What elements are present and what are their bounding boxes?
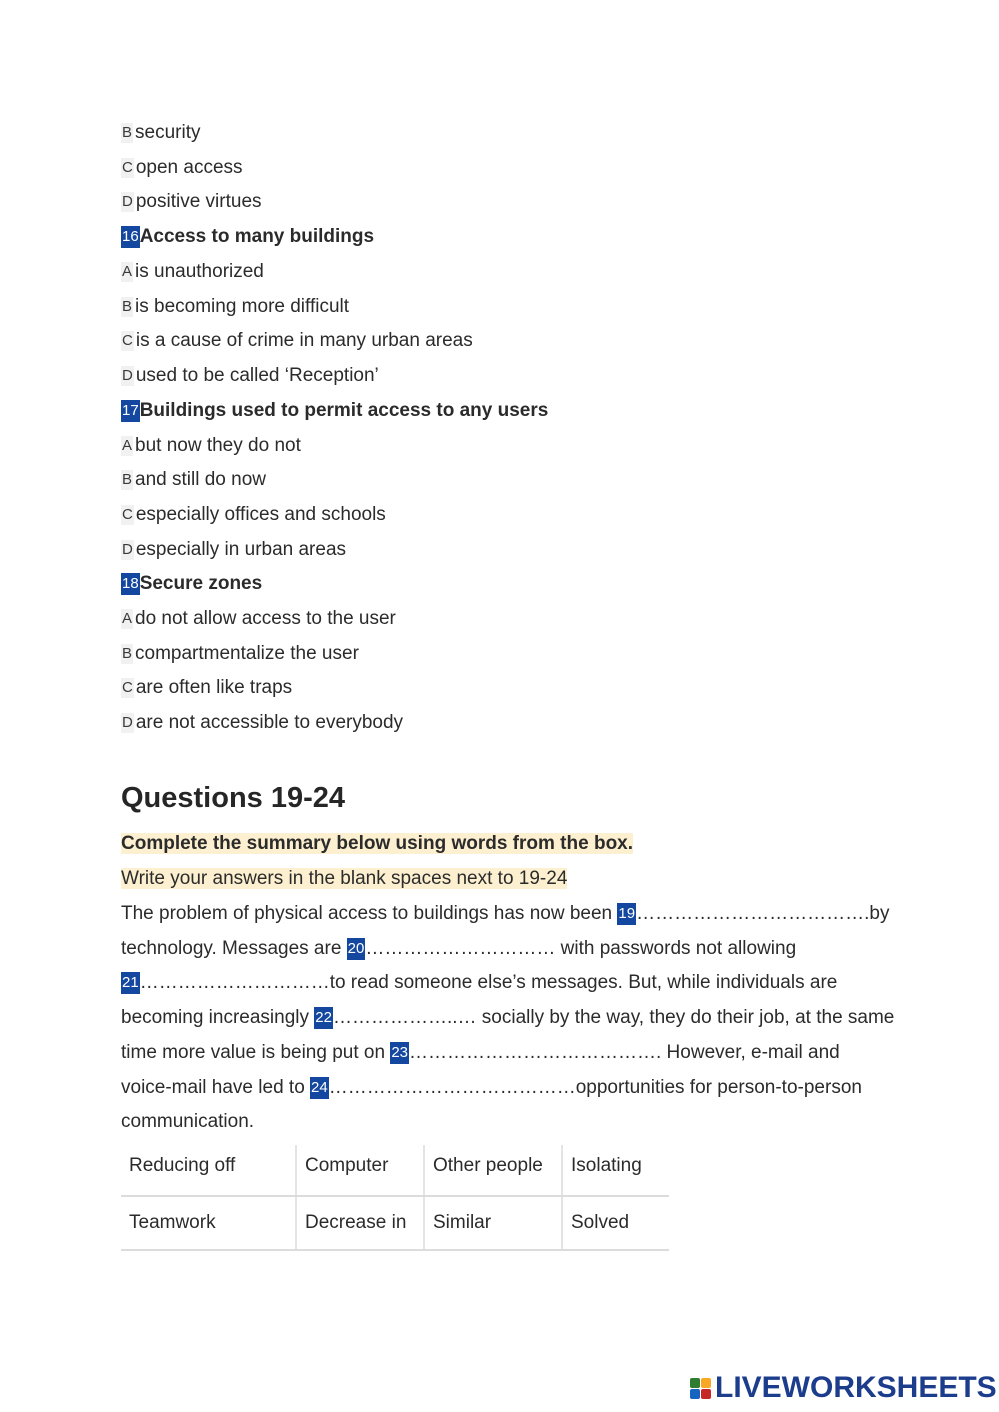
option-text: especially offices and schools [135,504,386,525]
option-text: are often like traps [135,677,293,698]
question-prompt: Access to many buildings [139,226,375,247]
instruction-text: Write your answers in the blank spaces next to 19-24 [121,868,568,889]
instruction-bold-text: Complete the summary below using words from the box. [121,833,634,854]
q18-option-c[interactable] [121,676,292,700]
summary-text: ………………..… socially by the way, they do their job, at the same [332,1007,895,1028]
brand-name: LIVEWORKSHEETS [715,1371,997,1404]
question-18 [121,572,262,596]
q17-option-c[interactable] [121,503,386,527]
q15-option-b[interactable] [121,121,200,145]
q18-option-d[interactable] [121,711,403,735]
option-text: positive virtues [135,191,262,212]
summary-text: technology. Messages are [121,938,347,959]
q16-option-a[interactable] [121,260,264,284]
question-prompt: Buildings used to permit access to any users [139,400,549,421]
option-letter: B [122,124,133,141]
q17-option-d[interactable] [121,538,346,562]
summary-text: …………………………………opportunities for person-to-person [328,1077,862,1098]
option-text: especially in urban areas [135,539,347,560]
question-17 [121,399,548,423]
word-box-row [121,1196,669,1250]
question-number-badge: 16 [121,226,140,248]
option-text: security [135,122,201,143]
logo-square [690,1389,700,1399]
option-letter: A [122,437,133,454]
summary-line-2 [121,937,796,961]
word-cell: Computer [296,1145,424,1196]
option-letter: B [122,471,133,488]
logo-square [701,1389,711,1399]
option-letter: B [122,645,133,662]
option-text: used to be called ‘Reception’ [135,365,379,386]
summary-line-1 [121,902,889,926]
summary-line-3 [121,971,837,995]
word-cell: Reducing off [121,1145,296,1196]
summary-text: ………………………… with passwords not allowing [365,938,797,959]
word-cell: Teamwork [121,1196,296,1250]
word-cell: Decrease in [296,1196,424,1250]
summary-text: The problem of physical access to buildings has now been [121,903,618,924]
blank-24[interactable]: 24 [310,1077,329,1099]
option-letter: C [122,679,133,696]
question-number-badge: 17 [121,400,140,422]
instruction [121,867,567,891]
blank-20[interactable]: 20 [347,938,366,960]
instruction-bold [121,832,633,856]
summary-text: becoming increasingly [121,1007,315,1028]
option-letter: A [122,610,133,627]
option-text: compartmentalize the user [135,643,359,664]
summary-text: communication. [121,1111,255,1132]
question-prompt: Secure zones [139,573,263,594]
q18-option-b[interactable] [121,642,359,666]
summary-line-5 [121,1041,840,1065]
summary-line-4 [121,1006,894,1030]
blank-22[interactable]: 22 [314,1007,333,1029]
option-letter: D [122,193,133,210]
question-number-badge: 18 [121,573,140,595]
word-cell: Solved [562,1196,669,1250]
option-text: is becoming more difficult [135,296,350,317]
option-text: is a cause of crime in many urban areas [135,330,473,351]
option-letter: D [122,714,133,731]
logo-square [701,1378,711,1388]
summary-line-7 [121,1110,254,1134]
word-cell: Isolating [562,1145,669,1196]
summary-text: voice-mail have led to [121,1077,311,1098]
word-box [121,1145,669,1251]
option-letter: D [122,541,133,558]
option-text: but now they do not [135,435,301,456]
option-text: and still do now [135,469,266,490]
summary-text: …………………………………. However, e-mail and [409,1042,840,1063]
section-heading: Questions 19-24 [121,782,346,814]
option-text: is unauthorized [135,261,264,282]
word-cell: Other people [424,1145,562,1196]
summary-line-6 [121,1076,862,1100]
option-letter: A [122,263,133,280]
q16-option-b[interactable] [121,295,349,319]
summary-text: time more value is being put on [121,1042,391,1063]
blank-21[interactable]: 21 [121,972,140,994]
word-cell: Similar [424,1196,562,1250]
q16-option-c[interactable] [121,329,473,353]
option-text: do not allow access to the user [135,608,396,629]
option-letter: C [122,506,133,523]
q16-option-d[interactable] [121,364,379,388]
word-box-row [121,1145,669,1196]
blank-19[interactable]: 19 [617,903,636,925]
q15-option-c[interactable] [121,156,243,180]
blank-23[interactable]: 23 [390,1042,409,1064]
logo-square [690,1378,700,1388]
option-text: are not accessible to everybody [135,712,404,733]
q17-option-b[interactable] [121,468,266,492]
liveworksheets-logo-icon [690,1378,711,1399]
option-letter: D [122,367,133,384]
question-16 [121,225,374,249]
q18-option-a[interactable] [121,607,396,631]
summary-text: ……………………………….by [636,903,890,924]
liveworksheets-brand[interactable] [690,1370,997,1406]
option-letter: C [122,159,133,176]
summary-text: …………………………to read someone else’s messages. But, while individuals are [139,972,838,993]
option-text: open access [135,157,243,178]
q17-option-a[interactable] [121,434,301,458]
option-letter: C [122,332,133,349]
q15-option-d[interactable] [121,190,262,214]
option-letter: B [122,298,133,315]
